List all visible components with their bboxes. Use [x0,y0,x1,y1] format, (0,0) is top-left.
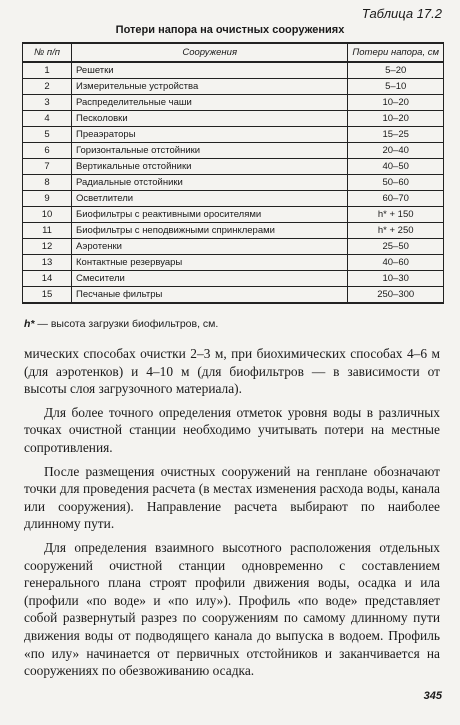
row-structure: Осветлители [72,191,348,207]
paragraph: Для определения взаимного высотного расположения отдельных сооружений очистной станции одновременно с составлением генерального плана строят профили движения воды, осадка и ила (профили «по воде» и «по илу»). Профиль «по воде» представляет собой развернутый разрез по сооружениям по самому длинному пути движения воды от подводящего канала до выпуска в водоем. Профиль «по илу» начинается от первичных отстойников и заканчивается на сооружениях по обезвоживанию осадка. [24,539,440,679]
table-row [23,95,444,111]
header-number: № п/п [23,43,72,62]
table-title: Потери напора на очистных сооружениях [115,24,345,36]
row-structure: Решетки [72,62,348,79]
body-text [24,345,440,680]
row-number: 15 [23,287,72,304]
row-number: 4 [23,111,72,127]
row-head-loss: 40–50 [348,159,444,175]
row-structure: Распределительные чаши [72,95,348,111]
row-number: 13 [23,255,72,271]
row-head-loss: h* + 150 [348,207,444,223]
table-row [23,255,444,271]
row-number: 6 [23,143,72,159]
row-structure: Измерительные устройства [72,79,348,95]
row-structure: Песчаные фильтры [72,287,348,304]
row-number: 3 [23,95,72,111]
head-loss-table [22,42,444,304]
row-head-loss: 250–300 [348,287,444,304]
row-structure: Песколовки [72,111,348,127]
header-head-loss: Потери напора, см [348,43,444,62]
paragraph: Для более точного определения отметок уровня воды в различных точках очистной станции необходимо учитывать потери на местные сопротивления. [24,404,440,455]
row-structure: Аэротенки [72,239,348,255]
footnote-symbol: h* [24,318,35,330]
paragraph: После размещения очистных сооружений на генплане обозначают точки для проведения расчета (в местах изменения расхода воды, канала или сооружения). Направление расчета выбирают по наиболее длинному пути. [24,463,440,532]
table-row [23,175,444,191]
row-head-loss: h* + 250 [348,223,444,239]
row-number: 8 [23,175,72,191]
row-number: 14 [23,271,72,287]
row-head-loss: 10–20 [348,111,444,127]
row-number: 7 [23,159,72,175]
row-number: 10 [23,207,72,223]
row-head-loss: 40–60 [348,255,444,271]
row-structure: Вертикальные отстойники [72,159,348,175]
row-head-loss: 5–20 [348,62,444,79]
table-row [23,159,444,175]
table-row [23,191,444,207]
row-head-loss: 15–25 [348,127,444,143]
row-head-loss: 25–50 [348,239,444,255]
footnote-text: — высота загрузки биофильтров, см. [34,318,219,330]
row-number: 5 [23,127,72,143]
row-number: 12 [23,239,72,255]
row-number: 9 [23,191,72,207]
header-structure: Сооружения [72,43,348,62]
row-structure: Радиальные отстойники [72,175,348,191]
row-structure: Биофильтры с неподвижными спринклерами [72,223,348,239]
row-number: 2 [23,79,72,95]
row-head-loss: 5–10 [348,79,444,95]
table-row [23,111,444,127]
row-structure: Контактные резервуары [72,255,348,271]
table-row [23,239,444,255]
table-number: Таблица 17.2 [361,6,442,21]
table-footnote [24,318,218,330]
table-row [23,127,444,143]
table-row [23,223,444,239]
row-head-loss: 10–30 [348,271,444,287]
table-row [23,271,444,287]
row-head-loss: 50–60 [348,175,444,191]
row-structure: Преаэраторы [72,127,348,143]
table-header-row [23,43,444,62]
table-row [23,62,444,79]
table-row [23,143,444,159]
page-number: 345 [423,690,442,702]
row-structure: Смесители [72,271,348,287]
row-head-loss: 20–40 [348,143,444,159]
row-structure: Горизонтальные отстойники [72,143,348,159]
row-number: 11 [23,223,72,239]
table-row [23,287,444,304]
row-number: 1 [23,62,72,79]
table-row [23,79,444,95]
row-structure: Биофильтры с реактивными оросителями [72,207,348,223]
paragraph: мических способах очистки 2–3 м, при биохимических способах 4–6 м (для аэротенков) и 4–10 м (для биофильтров — в зависимости от высоты слоя загрузочного материала). [24,346,440,397]
row-head-loss: 10–20 [348,95,444,111]
row-head-loss: 60–70 [348,191,444,207]
table-row [23,207,444,223]
